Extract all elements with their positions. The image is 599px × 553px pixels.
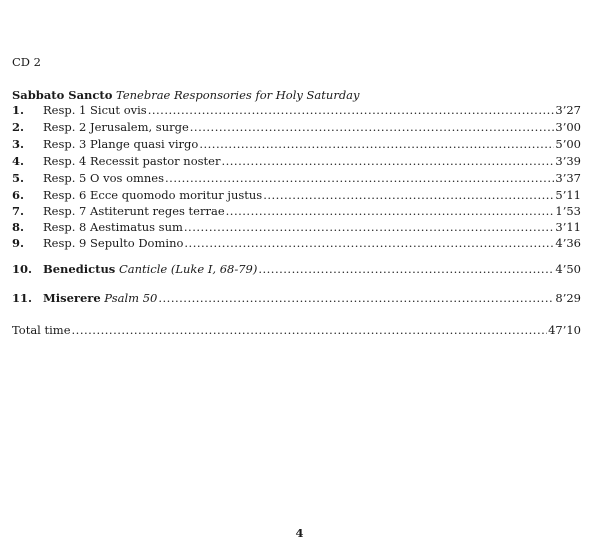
track-duration: 8’29 — [555, 291, 581, 305]
track-title: Resp. 1 Sicut ovis — [43, 103, 147, 117]
track-duration: 3’11 — [555, 220, 581, 234]
track-title: Resp. 2 Jerusalem, surge — [43, 120, 189, 134]
track-row — [12, 104, 581, 118]
track-row — [12, 189, 581, 203]
dot-leader — [158, 292, 554, 302]
track-duration: 3’00 — [555, 120, 581, 134]
dot-leader — [190, 121, 555, 131]
track-title: Resp. 6 Ecce quomodo moritur justus — [43, 188, 263, 202]
track-number: 8. — [12, 220, 25, 234]
track-duration: 3’37 — [555, 171, 581, 185]
dot-leader — [72, 324, 548, 334]
page-number: 4 — [295, 526, 304, 540]
track-number: 3. — [12, 137, 25, 151]
dot-leader — [148, 104, 555, 114]
track-title — [43, 293, 157, 305]
track-title: Resp. 9 Sepulto Domino — [43, 236, 184, 250]
track-title — [43, 264, 257, 276]
total-time-row — [12, 324, 581, 337]
track-row-benedictus — [12, 263, 581, 277]
track-number: 11. — [12, 291, 33, 305]
dot-leader — [226, 205, 555, 215]
total-time-value: 47’10 — [548, 323, 581, 337]
track-title-subtitle: Psalm 50 — [104, 291, 158, 305]
track-row — [12, 221, 581, 235]
track-duration: 3’27 — [555, 103, 581, 117]
track-title: Resp. 8 Aestimatus sum — [43, 220, 183, 234]
track-number: 1. — [12, 103, 25, 117]
track-duration: 5’00 — [555, 137, 581, 151]
track-row — [12, 121, 581, 135]
track-duration: 5’11 — [555, 188, 581, 202]
track-title-main: Benedictus — [43, 262, 116, 276]
dot-leader — [165, 172, 554, 182]
dot-leader — [221, 155, 554, 165]
section-heading — [12, 90, 360, 102]
track-title-subtitle: Canticle (Luke I, 68-79) — [118, 262, 258, 276]
section-subtitle: Tenebrae Responsories for Holy Saturday — [116, 88, 360, 102]
track-row — [12, 172, 581, 186]
track-duration: 4’50 — [555, 262, 581, 276]
track-duration: 3’39 — [555, 154, 581, 168]
track-title: Resp. 4 Recessit pastor noster — [43, 154, 221, 168]
dot-leader — [199, 138, 554, 148]
track-row — [12, 205, 581, 219]
track-title: Resp. 7 Astiterunt reges terrae — [43, 204, 225, 218]
section-title: Sabbato Sancto — [12, 88, 113, 102]
track-number: 7. — [12, 204, 25, 218]
track-row — [12, 138, 581, 152]
track-number: 5. — [12, 171, 25, 185]
track-row — [12, 237, 581, 251]
cd-label: CD 2 — [12, 55, 41, 69]
dot-leader — [184, 237, 554, 247]
track-row — [12, 155, 581, 169]
track-number: 9. — [12, 236, 25, 250]
track-title: Resp. 5 O vos omnes — [43, 171, 165, 185]
dot-leader — [263, 189, 554, 199]
dot-leader — [184, 221, 555, 231]
track-duration: 1’53 — [555, 204, 581, 218]
track-title: Resp. 3 Plange quasi virgo — [43, 137, 199, 151]
track-number: 4. — [12, 154, 25, 168]
total-time-label: Total time — [12, 323, 71, 337]
track-number: 2. — [12, 120, 25, 134]
track-duration: 4’36 — [555, 236, 581, 250]
track-number: 10. — [12, 262, 33, 276]
dot-leader — [258, 263, 554, 273]
track-row-miserere — [12, 292, 581, 306]
track-title-main: Miserere — [43, 291, 101, 305]
track-number: 6. — [12, 188, 25, 202]
